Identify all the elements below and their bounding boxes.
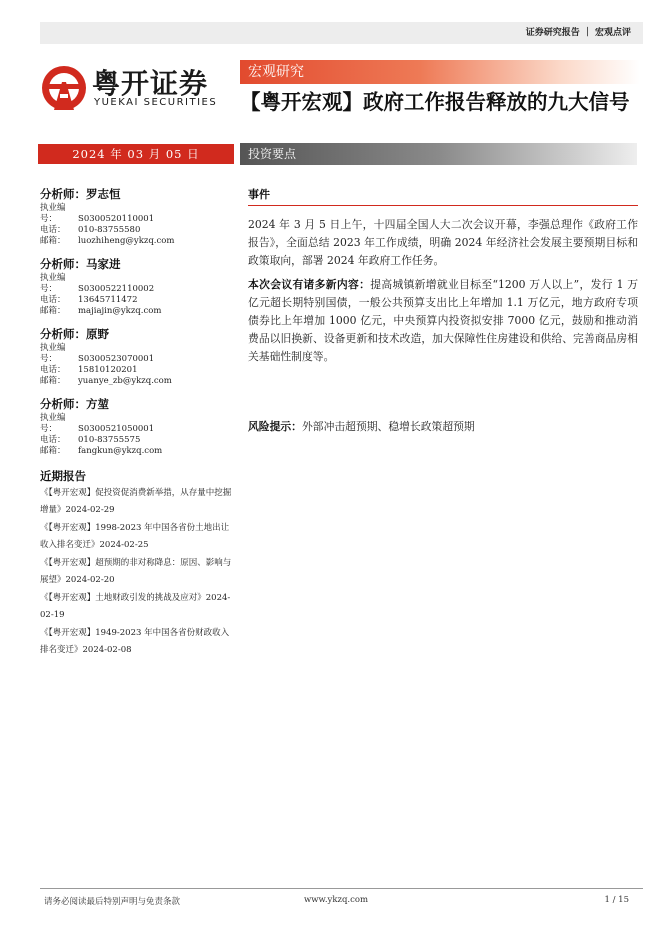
analyst-card	[40, 396, 236, 457]
phone-label: 电话：	[40, 435, 66, 445]
category-banner	[240, 60, 640, 84]
phone-value: 13645711472	[78, 295, 138, 305]
analyst-email	[40, 376, 236, 387]
event-paragraph: 2024 年 3 月 5 日上午，十四届全国人大二次会议开幕，李强总理作《政府工作报告》，全面总结 2023 年工作成绩，明确 2024 年经济社会发展主要预期目标和政策取向，部署 2024 年政府工作任务。	[248, 218, 638, 267]
email-label: 邮箱：	[40, 446, 66, 456]
recent-reports-heading: 近期报告	[40, 469, 86, 483]
category-label: 宏观研究	[248, 64, 304, 80]
cert-label: 执业编号：	[40, 273, 66, 294]
analyst-email	[40, 446, 236, 457]
cert-value: S0300523070001	[78, 354, 155, 364]
phone-label: 电话：	[40, 295, 66, 305]
analyst-name: 分析师：马家进	[40, 257, 121, 271]
brand-name-en: YUEKAI SECURITIES	[94, 97, 218, 108]
recent-report-item[interactable]: 《【粤开宏观】1998-2023 年中国各省份土地出让收入排名变迁》2024-02-25	[40, 523, 230, 550]
recent-report-item[interactable]: 《【粤开宏观】1949-2023 年中国各省份财政收入排名变迁》2024-02-08	[40, 628, 230, 655]
section-banner	[240, 143, 637, 165]
email-link[interactable]: luozhiheng@ykzq.com	[78, 236, 175, 246]
highlight-label: 本次会议有诸多新内容：	[248, 278, 371, 291]
phone-label: 电话：	[40, 225, 66, 235]
phone-value: 15810120201	[78, 365, 138, 375]
phone-label: 电话：	[40, 365, 66, 375]
phone-value: 010-83755580	[78, 225, 141, 235]
analyst-card	[40, 256, 236, 317]
email-link[interactable]: yuanye_zb@ykzq.com	[78, 376, 172, 386]
email-link[interactable]: fangkun@ykzq.com	[78, 446, 163, 456]
analyst-phone	[40, 225, 236, 236]
analyst-cert	[40, 343, 236, 365]
email-link[interactable]: majiajin@ykzq.com	[78, 306, 162, 316]
analyst-email	[40, 236, 236, 247]
cert-value: S0300521050001	[78, 424, 155, 434]
cert-label: 执业编号：	[40, 343, 66, 364]
cert-value: S0300522110002	[78, 284, 155, 294]
email-label: 邮箱：	[40, 306, 66, 316]
analyst-cert	[40, 273, 236, 295]
recent-report-item[interactable]: 《【粤开宏观】促投资促消费新举措，从存量中挖掘增量》2024-02-29	[40, 488, 232, 515]
analyst-email	[40, 306, 236, 317]
cert-label: 执业编号：	[40, 413, 66, 434]
report-date: 2024 年 03 月 05 日	[38, 144, 234, 164]
sidebar	[40, 186, 236, 660]
risk-text: 外部冲击超预期、稳增长政策超预期	[301, 420, 475, 433]
analyst-cert	[40, 413, 236, 435]
brand-name-cn: 粤开证券	[92, 67, 209, 100]
email-label: 邮箱：	[40, 376, 66, 386]
logo-emblem-icon	[40, 64, 88, 112]
company-logo	[40, 62, 230, 114]
analyst-phone	[40, 435, 236, 446]
top-header-bar	[40, 22, 643, 44]
disclaimer-note: 请务必阅读最后特别声明与免责条款	[44, 897, 181, 907]
phone-value: 010-83755575	[78, 435, 141, 445]
highlight-paragraph	[248, 276, 638, 366]
website-link[interactable]: www.ykzq.com	[304, 895, 369, 905]
page-footer	[40, 888, 643, 908]
analyst-cert	[40, 203, 236, 225]
highlight-text: 提高城镇新增就业目标至“1200 万人以上”，发行 1 万亿元超长期特别国债，一般公共预算支出比上年增加 1.1 万亿元，地方政府专项债券比上年增加 1000 亿元，中央预算内投资拟安排 7000 亿元，鼓励和推动消费品以旧换新、设备更新和技术改造，加大保障性住房建设和供给、完善商品房相关基础性制度等。	[248, 278, 638, 363]
analyst-card	[40, 186, 236, 247]
analyst-name: 分析师：原野	[40, 327, 109, 341]
analyst-card	[40, 326, 236, 387]
main-content	[248, 186, 638, 436]
section-label: 投资要点	[248, 147, 297, 161]
report-type-label: 证券研究报告 ｜ 宏观点评	[525, 28, 631, 38]
cert-value: S0300520110001	[78, 214, 155, 224]
analyst-phone	[40, 365, 236, 376]
analyst-name: 分析师：罗志恒	[40, 187, 121, 201]
cert-label: 执业编号：	[40, 203, 66, 224]
analyst-name: 分析师：方堃	[40, 397, 109, 411]
report-title: 【粤开宏观】政府工作报告释放的九大信号	[240, 90, 630, 114]
recent-report-item[interactable]: 《【粤开宏观】超预期的非对称降息：原因、影响与展望》2024-02-20	[40, 558, 232, 585]
analyst-phone	[40, 295, 236, 306]
page-number: 1 / 15	[604, 895, 629, 905]
risk-paragraph	[248, 418, 638, 436]
recent-report-item[interactable]: 《【粤开宏观】土地财政引发的挑战及应对》2024-02-19	[40, 593, 231, 620]
risk-label: 风险提示：	[248, 420, 302, 433]
event-heading: 事件	[248, 186, 638, 206]
email-label: 邮箱：	[40, 236, 66, 246]
